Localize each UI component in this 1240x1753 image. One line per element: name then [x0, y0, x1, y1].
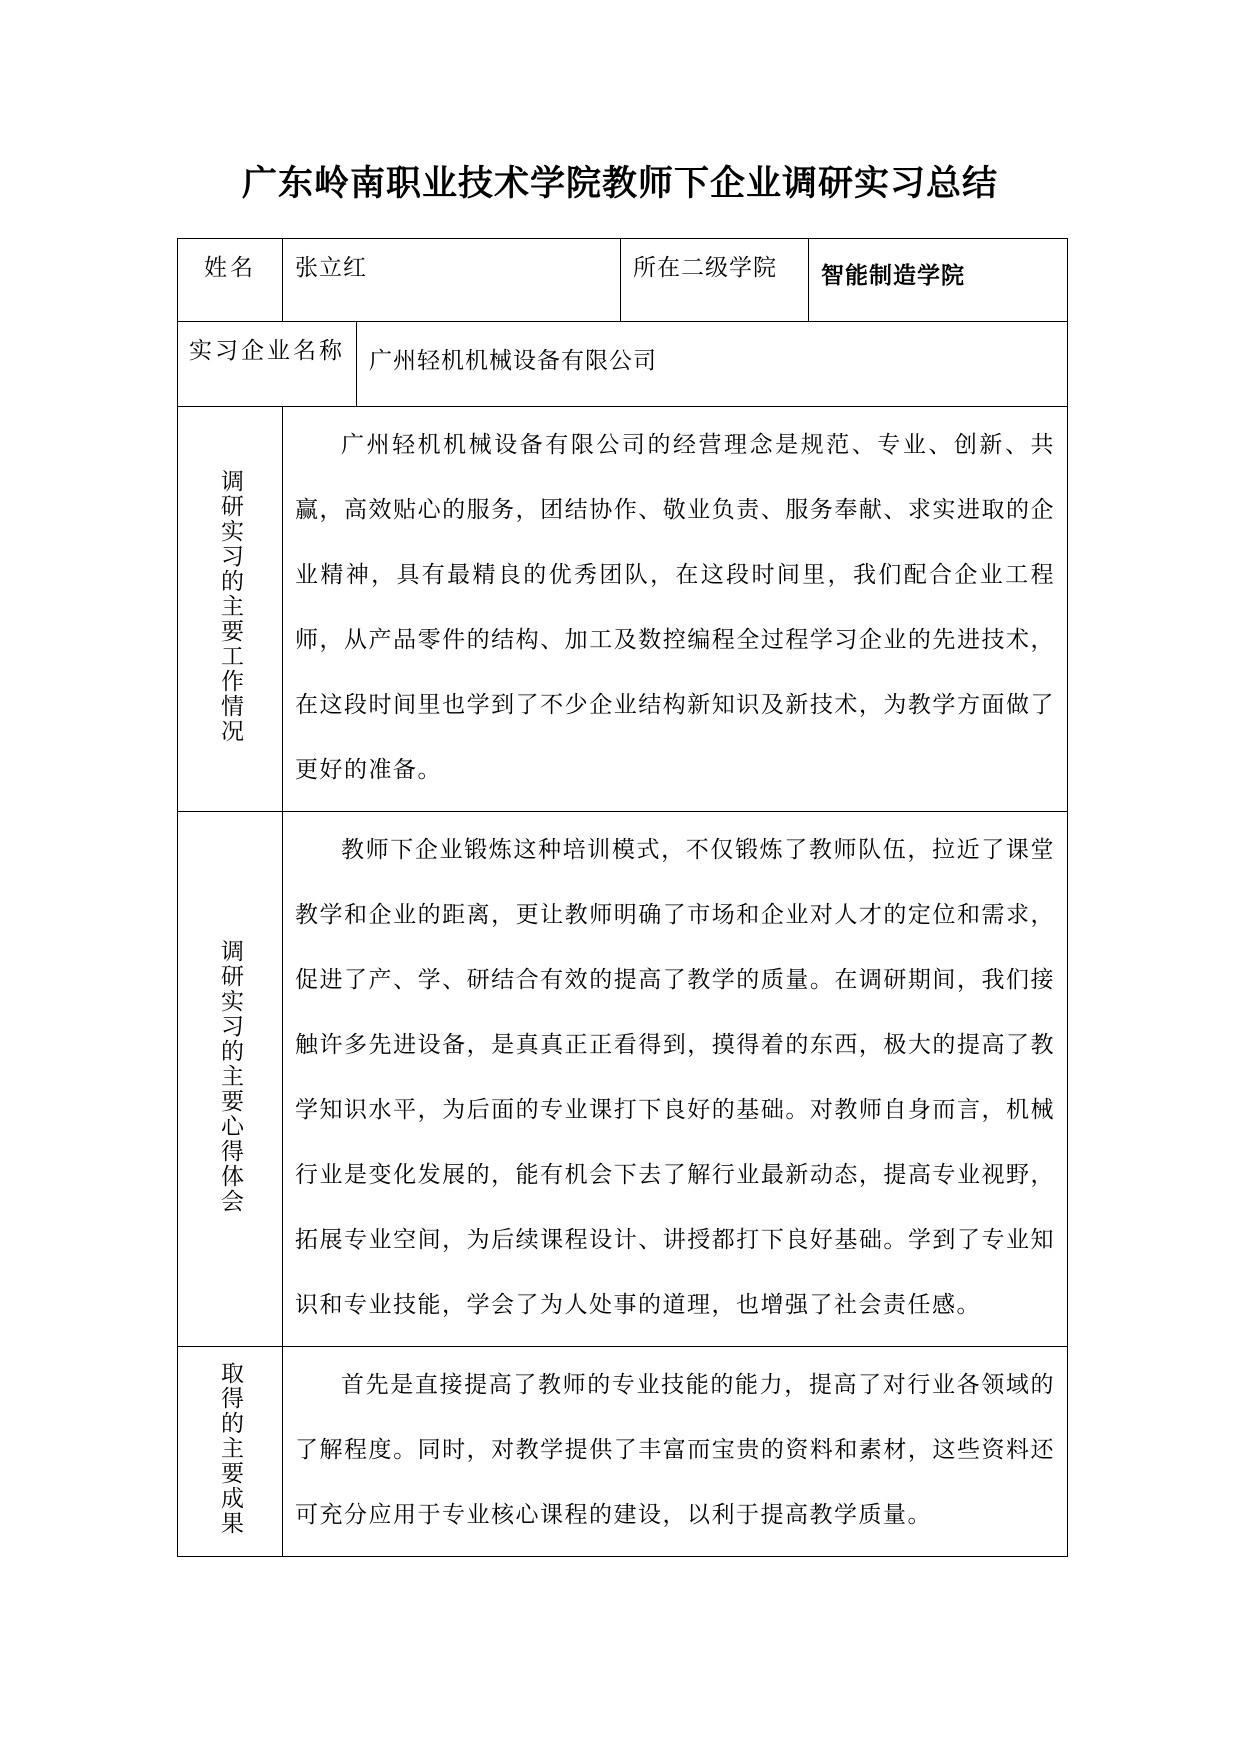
section-results-body [283, 1347, 1068, 1557]
company-value: 广州轻机机械设备有限公司 [357, 322, 1068, 407]
section-results-row [178, 1347, 1068, 1557]
section-insight-label: 调研实习的主要心得体会 [217, 938, 243, 1214]
section-insight-body [283, 812, 1068, 1347]
name-value: 张立红 [283, 239, 621, 322]
section-results-label-cell [178, 1347, 283, 1557]
college-value: 智能制造学院 [809, 239, 1068, 322]
company-row [178, 322, 1068, 407]
section-insight-row [178, 812, 1068, 1347]
section-work-label-cell [178, 407, 283, 812]
company-label: 实习企业名称 [178, 322, 357, 407]
section-work-label: 调研实习的主要工作情况 [217, 468, 243, 744]
section-work-body [283, 407, 1068, 812]
college-label: 所在二级学院 [621, 239, 809, 322]
section-work-text: 广州轻机机械设备有限公司的经营理念是规范、专业、创新、共赢，高效贴心的服务，团结协作、敬业负责、服务奉献、求实进取的企业精神，具有最精良的优秀团队，在这段时间里，我们配合企业工程师，从产品零件的结构、加工及数控编程全过程学习企业的先进技术，在这段时间里也学到了不少企业结构新知识及新技术，为教学方面做了更好的准备。 [295, 432, 1055, 783]
header-row [178, 239, 1068, 322]
page-title: 广东岭南职业技术学院教师下企业调研实习总结 [241, 164, 998, 204]
section-insight-label-cell [178, 812, 283, 1347]
section-work-row [178, 407, 1068, 812]
section-results-text: 首先是直接提高了教师的专业技能的能力，提高了对行业各领域的了解程度。同时，对教学提供了丰富而宝贵的资料和素材，这些资料还可充分应用于专业核心课程的建设，以利于提高教学质量。 [295, 1372, 1055, 1528]
summary-table [177, 238, 1068, 1557]
name-label: 姓名 [178, 239, 283, 322]
section-results-label: 取得的主要成果 [217, 1361, 243, 1536]
section-insight-text: 教师下企业锻炼这种培训模式，不仅锻炼了教师队伍，拉近了课堂教学和企业的距离，更让教师明确了市场和企业对人才的定位和需求，促进了产、学、研结合有效的提高了教学的质量。在调研期间，我们接触许多先进设备，是真真正正看得到，摸得着的东西，极大的提高了教学知识水平，为后面的专业课打下良好的基础。对教师自身而言，机械行业是变化发展的，能有机会下去了解行业最新动态，提高专业视野，拓展专业空间，为后续课程设计、讲授都打下良好基础。学到了专业知识和专业技能，学会了为人处事的道理，也增强了社会责任感。 [295, 837, 1055, 1318]
